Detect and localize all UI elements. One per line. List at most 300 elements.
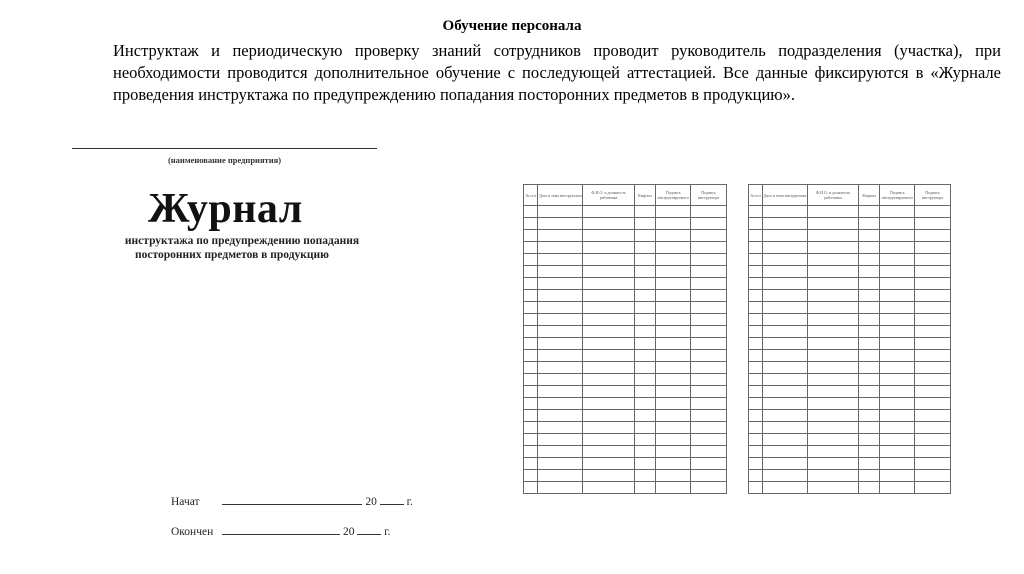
table-cell xyxy=(915,242,951,254)
table-cell xyxy=(915,410,951,422)
table-cell xyxy=(524,230,538,242)
table-cell xyxy=(583,242,634,254)
table-cell xyxy=(524,410,538,422)
table-cell xyxy=(583,374,634,386)
table-cell xyxy=(859,266,880,278)
table-row xyxy=(524,266,727,278)
table-cell xyxy=(749,386,763,398)
table-row xyxy=(524,218,727,230)
table-row xyxy=(749,386,951,398)
table-cell xyxy=(691,242,727,254)
table-cell xyxy=(634,362,655,374)
table-cell xyxy=(915,314,951,326)
table-cell xyxy=(634,302,655,314)
table-cell xyxy=(808,482,859,494)
started-line xyxy=(171,494,413,508)
table-cell xyxy=(915,386,951,398)
table-cell xyxy=(859,434,880,446)
table-cell xyxy=(656,410,691,422)
table-cell xyxy=(583,386,634,398)
table-cell xyxy=(880,398,915,410)
table-cell xyxy=(763,254,808,266)
table-cell xyxy=(538,218,583,230)
header-row xyxy=(749,185,951,206)
table-cell xyxy=(808,278,859,290)
table-cell xyxy=(749,278,763,290)
table-cell xyxy=(915,302,951,314)
table-cell xyxy=(524,266,538,278)
table-cell xyxy=(634,422,655,434)
table-row xyxy=(749,398,951,410)
table-row xyxy=(524,362,727,374)
header-row xyxy=(524,185,727,206)
table-cell xyxy=(691,422,727,434)
table-cell xyxy=(763,350,808,362)
table-cell xyxy=(538,326,583,338)
table-cell xyxy=(808,350,859,362)
table-cell xyxy=(691,374,727,386)
table-row xyxy=(524,278,727,290)
table-cell xyxy=(915,326,951,338)
table-cell xyxy=(583,254,634,266)
table-cell xyxy=(763,230,808,242)
table-cell xyxy=(691,302,727,314)
table-cell xyxy=(915,434,951,446)
table-cell xyxy=(808,242,859,254)
table-cell xyxy=(808,374,859,386)
table-cell xyxy=(656,470,691,482)
table-cell xyxy=(880,446,915,458)
table-cell xyxy=(634,458,655,470)
journal-table-right xyxy=(748,184,951,494)
table-cell xyxy=(656,230,691,242)
table-cell xyxy=(634,278,655,290)
table-cell xyxy=(763,206,808,218)
table-cell xyxy=(538,338,583,350)
table-cell xyxy=(808,362,859,374)
table-cell xyxy=(583,206,634,218)
table-cell xyxy=(524,482,538,494)
table-cell xyxy=(859,206,880,218)
table-cell xyxy=(763,326,808,338)
table-cell xyxy=(915,338,951,350)
column-header: Ф.И.О. и должность работника xyxy=(583,185,634,206)
table-cell xyxy=(915,422,951,434)
table-cell xyxy=(749,398,763,410)
table-cell xyxy=(880,458,915,470)
table-row xyxy=(524,242,727,254)
table-cell xyxy=(583,338,634,350)
table-cell xyxy=(749,422,763,434)
table-cell xyxy=(859,278,880,290)
table-cell xyxy=(763,434,808,446)
column-header: Дата и тема инструктажа xyxy=(538,185,583,206)
table-cell xyxy=(524,350,538,362)
table-cell xyxy=(880,434,915,446)
table-cell xyxy=(915,266,951,278)
table-cell xyxy=(915,470,951,482)
table-cell xyxy=(538,446,583,458)
table-row xyxy=(524,350,727,362)
table-cell xyxy=(859,482,880,494)
table-cell xyxy=(749,230,763,242)
table-cell xyxy=(859,398,880,410)
table-cell xyxy=(583,434,634,446)
table-cell xyxy=(915,362,951,374)
table-cell xyxy=(763,218,808,230)
table-cell xyxy=(915,230,951,242)
table-cell xyxy=(634,482,655,494)
table-cell xyxy=(656,206,691,218)
table-cell xyxy=(524,362,538,374)
table-cell xyxy=(859,230,880,242)
table-row xyxy=(749,410,951,422)
table-cell xyxy=(524,254,538,266)
table-row xyxy=(524,422,727,434)
table-cell xyxy=(524,218,538,230)
table-cell xyxy=(880,290,915,302)
table-cell xyxy=(656,458,691,470)
table-cell xyxy=(880,278,915,290)
table-cell xyxy=(859,290,880,302)
table-cell xyxy=(749,290,763,302)
table-cell xyxy=(634,338,655,350)
table-cell xyxy=(808,266,859,278)
table-row xyxy=(749,242,951,254)
table-cell xyxy=(880,350,915,362)
table-cell xyxy=(524,422,538,434)
table-row xyxy=(749,206,951,218)
table-cell xyxy=(691,266,727,278)
table-cell xyxy=(691,314,727,326)
journal-table-left xyxy=(523,184,727,494)
table-cell xyxy=(880,338,915,350)
table-cell xyxy=(859,362,880,374)
table-cell xyxy=(691,326,727,338)
table-cell xyxy=(656,386,691,398)
column-header: № п/п xyxy=(749,185,763,206)
table-row xyxy=(749,314,951,326)
table-cell xyxy=(915,458,951,470)
table-cell xyxy=(749,302,763,314)
table-row xyxy=(524,470,727,482)
table-cell xyxy=(691,218,727,230)
table-cell xyxy=(880,410,915,422)
table-cell xyxy=(691,470,727,482)
table-cell xyxy=(538,386,583,398)
table-row xyxy=(524,374,727,386)
table-cell xyxy=(538,482,583,494)
table-cell xyxy=(656,422,691,434)
table-cell xyxy=(656,326,691,338)
table-cell xyxy=(583,410,634,422)
paragraph-text: Инструктаж и периодическую проверку знаний сотрудников проводит руководитель подразделения (участка), при необходимости проводится дополнительное обучение с последующей аттестацией. Все данные фиксируются в «Журнале проведения инструктажа по предупреждению попадания посторонних предметов в продукцию». xyxy=(113,41,1001,104)
table-cell xyxy=(763,290,808,302)
table-cell xyxy=(691,434,727,446)
table-cell xyxy=(859,374,880,386)
table-cell xyxy=(763,422,808,434)
table-cell xyxy=(880,314,915,326)
table-cell xyxy=(691,230,727,242)
table-cell xyxy=(808,314,859,326)
table-cell xyxy=(656,266,691,278)
table-cell xyxy=(656,398,691,410)
table-row xyxy=(524,410,727,422)
table-cell xyxy=(583,266,634,278)
table-cell xyxy=(859,242,880,254)
table-cell xyxy=(763,398,808,410)
table-cell xyxy=(859,338,880,350)
table-cell xyxy=(634,254,655,266)
table-cell xyxy=(583,458,634,470)
table-cell xyxy=(634,386,655,398)
table-row xyxy=(749,254,951,266)
year-blank xyxy=(357,524,381,535)
table-cell xyxy=(749,326,763,338)
table-cell xyxy=(808,326,859,338)
table-cell xyxy=(691,446,727,458)
table-cell xyxy=(859,446,880,458)
table-row xyxy=(749,266,951,278)
table-cell xyxy=(880,482,915,494)
table-cell xyxy=(538,398,583,410)
table-cell xyxy=(808,398,859,410)
table-cell xyxy=(808,446,859,458)
table-cell xyxy=(859,470,880,482)
table-row xyxy=(749,338,951,350)
table-cell xyxy=(538,422,583,434)
table-cell xyxy=(583,230,634,242)
table-cell xyxy=(808,458,859,470)
table-cell xyxy=(538,254,583,266)
table-cell xyxy=(691,350,727,362)
table-cell xyxy=(656,218,691,230)
table-row xyxy=(524,398,727,410)
year-blank xyxy=(380,494,404,505)
table-cell xyxy=(538,266,583,278)
table-cell xyxy=(915,446,951,458)
table-cell xyxy=(749,446,763,458)
table-cell xyxy=(656,278,691,290)
table-row xyxy=(749,350,951,362)
table-cell xyxy=(749,374,763,386)
table-cell xyxy=(763,302,808,314)
table-cell xyxy=(538,374,583,386)
table-cell xyxy=(859,410,880,422)
table-row xyxy=(749,482,951,494)
table-cell xyxy=(749,254,763,266)
table-cell xyxy=(524,458,538,470)
table-row xyxy=(749,470,951,482)
table-cell xyxy=(749,242,763,254)
column-header: Подпись инструктируемого xyxy=(880,185,915,206)
column-header: Подпись инструктора xyxy=(691,185,727,206)
table-cell xyxy=(808,230,859,242)
table-cell xyxy=(656,446,691,458)
table-cell xyxy=(808,422,859,434)
table-cell xyxy=(538,410,583,422)
table-cell xyxy=(880,242,915,254)
table-row xyxy=(749,434,951,446)
year-prefix: 20 xyxy=(343,526,355,538)
table-cell xyxy=(880,386,915,398)
table-cell xyxy=(656,362,691,374)
table-cell xyxy=(859,422,880,434)
table-cell xyxy=(691,410,727,422)
table-cell xyxy=(915,254,951,266)
table-cell xyxy=(524,338,538,350)
table-cell xyxy=(583,482,634,494)
subtitle-line: инструктажа по предупреждению попадания xyxy=(124,235,360,247)
table-cell xyxy=(691,458,727,470)
table-cell xyxy=(915,374,951,386)
journal-title: Журнал xyxy=(148,186,303,232)
table-cell xyxy=(538,230,583,242)
table-cell xyxy=(538,458,583,470)
year-suffix: г. xyxy=(384,526,391,538)
table-cell xyxy=(656,434,691,446)
table-cell xyxy=(538,350,583,362)
table-cell xyxy=(691,398,727,410)
table-cell xyxy=(808,410,859,422)
table-cell xyxy=(583,446,634,458)
table-cell xyxy=(524,386,538,398)
table-cell xyxy=(634,398,655,410)
date-blank xyxy=(222,494,362,505)
table-cell xyxy=(763,458,808,470)
table-row xyxy=(524,302,727,314)
table-cell xyxy=(583,278,634,290)
table-row xyxy=(524,446,727,458)
table-cell xyxy=(749,482,763,494)
table-cell xyxy=(749,338,763,350)
slide-paragraph xyxy=(113,40,1001,106)
table-cell xyxy=(538,302,583,314)
table-cell xyxy=(634,242,655,254)
year-suffix: г. xyxy=(406,496,413,508)
table-cell xyxy=(583,218,634,230)
column-header: Квартал xyxy=(634,185,655,206)
table-cell xyxy=(691,278,727,290)
table-cell xyxy=(538,434,583,446)
table-cell xyxy=(524,314,538,326)
table-cell xyxy=(583,326,634,338)
table-cell xyxy=(583,302,634,314)
table-cell xyxy=(915,278,951,290)
table-cell xyxy=(524,326,538,338)
table-cell xyxy=(656,338,691,350)
table-cell xyxy=(691,206,727,218)
table-row xyxy=(749,446,951,458)
table-cell xyxy=(915,218,951,230)
table-row xyxy=(749,458,951,470)
table-cell xyxy=(859,386,880,398)
year-prefix: 20 xyxy=(365,496,377,508)
table-cell xyxy=(763,362,808,374)
table-cell xyxy=(634,410,655,422)
table-cell xyxy=(808,218,859,230)
started-label: Начат xyxy=(171,496,200,508)
table-cell xyxy=(859,302,880,314)
table-cell xyxy=(634,374,655,386)
table-cell xyxy=(749,266,763,278)
table-cell xyxy=(656,350,691,362)
table-cell xyxy=(583,290,634,302)
table-row xyxy=(749,326,951,338)
table-cell xyxy=(538,470,583,482)
table-cell xyxy=(524,206,538,218)
table-cell xyxy=(749,458,763,470)
table-cell xyxy=(656,482,691,494)
table-cell xyxy=(691,338,727,350)
table-cell xyxy=(524,374,538,386)
table-cell xyxy=(763,278,808,290)
table-cell xyxy=(763,446,808,458)
table-row xyxy=(524,206,727,218)
column-header: Квартал xyxy=(859,185,880,206)
table-cell xyxy=(538,362,583,374)
table-cell xyxy=(634,230,655,242)
table-row xyxy=(749,422,951,434)
table-cell xyxy=(524,470,538,482)
column-header: Подпись инструктора xyxy=(915,185,951,206)
table-cell xyxy=(915,350,951,362)
date-blank xyxy=(222,524,340,535)
table-cell xyxy=(634,326,655,338)
table-cell xyxy=(634,446,655,458)
table-cell xyxy=(808,470,859,482)
table-row xyxy=(524,434,727,446)
org-name-line xyxy=(72,148,377,149)
table-cell xyxy=(538,206,583,218)
table-cell xyxy=(538,314,583,326)
table-cell xyxy=(583,398,634,410)
table-row xyxy=(524,458,727,470)
table-cell xyxy=(808,254,859,266)
table-cell xyxy=(915,398,951,410)
subtitle-line: посторонних предметов в продукцию xyxy=(135,249,329,261)
table-cell xyxy=(880,266,915,278)
slide-title: Обучение персонала xyxy=(442,18,582,34)
table-cell xyxy=(524,398,538,410)
org-caption: (наименование предприятия) xyxy=(167,155,282,165)
table-cell xyxy=(634,434,655,446)
table-cell xyxy=(583,470,634,482)
table-cell xyxy=(763,338,808,350)
column-header: Ф.И.О. и должность работника xyxy=(808,185,859,206)
table-cell xyxy=(880,206,915,218)
table-cell xyxy=(859,314,880,326)
table-cell xyxy=(691,362,727,374)
table-cell xyxy=(915,482,951,494)
table-cell xyxy=(808,386,859,398)
table-row xyxy=(524,326,727,338)
table-cell xyxy=(808,206,859,218)
table-cell xyxy=(656,302,691,314)
table-cell xyxy=(763,242,808,254)
table-cell xyxy=(656,254,691,266)
table-cell xyxy=(749,410,763,422)
table-cell xyxy=(808,434,859,446)
table-cell xyxy=(859,218,880,230)
table-row xyxy=(524,386,727,398)
journal-subtitle xyxy=(112,234,372,262)
table-row xyxy=(749,374,951,386)
table-cell xyxy=(656,314,691,326)
table-cell xyxy=(880,326,915,338)
table-cell xyxy=(763,374,808,386)
table-row xyxy=(524,482,727,494)
